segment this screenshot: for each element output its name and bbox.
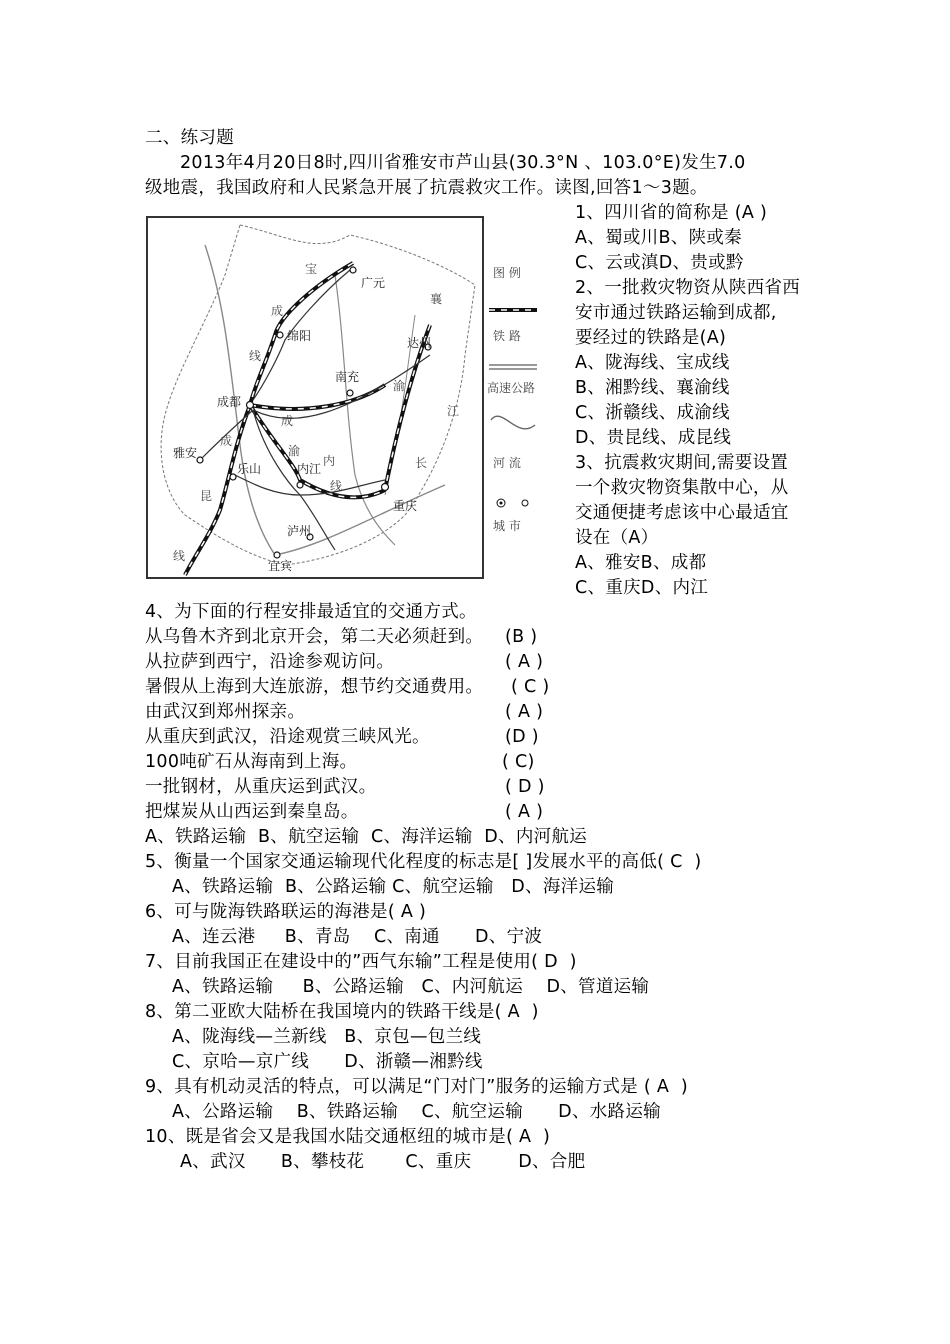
q7-question: 7、目前我国正在建设中的”西气东输”工程是使用( D ) [145, 952, 577, 972]
line-label: 内 [323, 454, 336, 468]
q4-item-answer: ( C ) [511, 677, 550, 697]
line-label: 成 [281, 414, 294, 428]
q5-options: A、铁路运输 B、公路运输 C、航空运输 D、海洋运输 [172, 877, 615, 897]
q7-options: A、铁路运输 B、公路运输 C、内河航运 D、管道运输 [172, 977, 650, 997]
q1-options-1: A、蜀或川B、陕或秦 [575, 228, 742, 248]
q3-line-1: 3、抗震救灾期间,需要设置 [575, 453, 789, 473]
q4-item-text: 暑假从上海到大连旅游，想节约交通费用。 [145, 677, 484, 697]
q4-item-text: 把煤炭从山西运到秦皇岛。 [145, 802, 359, 822]
intro-line-1: 2013年4月20日8时,四川省雅安市芦山县(30.3°N 、103.0°E)发生7.0 [180, 153, 746, 173]
legend-svg [487, 255, 557, 555]
q9-question: 9、具有机动灵活的特点，可以满足“门对门”服务的运输方式是 ( A ) [145, 1077, 688, 1097]
city-mianyang: 绵阳 [287, 329, 312, 343]
city-luzhou: 泸州 [287, 524, 312, 538]
q3-line-3: 交通便捷考虑该中心最适宜 [575, 503, 789, 523]
q10-question: 10、既是省会又是我国水陆交通枢纽的城市是( A ) [145, 1127, 551, 1147]
line-label: 线 [249, 349, 262, 363]
intro-line-2: 级地震，我国政府和人民紧急开展了抗震救灾工作。读图,回答1～3题。 [145, 178, 708, 198]
q9-options: A、公路运输 B、铁路运输 C、航空运输 D、水路运输 [172, 1102, 661, 1122]
q4-item-answer: ( A ) [505, 702, 544, 722]
line-label: 渝 [393, 379, 406, 393]
q4-item-answer: ( A ) [505, 652, 544, 672]
city-dazhou: 达州 [407, 336, 432, 350]
q2-line-2: 安市通过铁路运输到成都, [575, 303, 777, 323]
line-label: 线 [330, 479, 343, 493]
line-label: 宝 [305, 262, 318, 276]
q2-option-a: A、陇海线、宝成线 [575, 353, 730, 373]
q8-options-2: C、京哈—京广线 D、浙赣—湘黔线 [172, 1052, 483, 1072]
city-chengdu: 成都 [217, 395, 242, 409]
line-label: 昆 [200, 489, 213, 503]
q3-options-1: A、雅安B、成都 [575, 553, 707, 573]
legend-highway: 高速公路 [487, 381, 536, 395]
city-leshan: 乐山 [237, 462, 262, 476]
line-label: 江 [447, 404, 460, 418]
q4-item-answer: ( A ) [505, 802, 544, 822]
sichuan-transport-map [145, 215, 485, 580]
city-yibin: 宜宾 [268, 559, 293, 573]
q4-item-text: 100吨矿石从海南到上海。 [145, 752, 358, 772]
q1: 1、四川省的简称是 (A ) [575, 203, 768, 223]
q4-item-text: 从重庆到武汉，沿途观赏三峡风光。 [145, 727, 430, 747]
q10-options: A、武汉 B、攀枝花 C、重庆 D、合肥 [180, 1152, 586, 1172]
q4-item-answer: (D ) [505, 727, 539, 747]
legend-city: 城 市 [493, 519, 521, 533]
q3-line-2: 一个救灾物资集散中心，从 [575, 478, 789, 498]
q4-item-text: 一批钢材，从重庆运到武汉。 [145, 777, 377, 797]
q3-options-2: C、重庆D、内江 [575, 578, 709, 598]
legend-title: 图 例 [493, 266, 521, 280]
q2-option-b: B、湘黔线、襄渝线 [575, 378, 730, 398]
q4-item-answer: ( D ) [505, 777, 545, 797]
line-label: 成 [271, 304, 284, 318]
q5-question: 5、衡量一个国家交通运输现代化程度的标志是[ ]发展水平的高低( C ) [145, 852, 702, 872]
q6-options: A、连云港 B、青岛 C、南通 D、宁波 [172, 927, 543, 947]
city-neijiang: 内江 [297, 462, 322, 476]
q4-item-answer: ( C) [502, 752, 535, 772]
city-chongqing: 重庆 [393, 499, 418, 513]
q2-line-1: 2、一批救灾物资从陕西省西 [575, 278, 801, 298]
city-guangyuan: 广元 [361, 276, 386, 290]
line-label: 长 [415, 456, 428, 470]
line-label: 襄 [430, 292, 443, 306]
city-yaan: 雅安 [173, 446, 198, 460]
q3-line-4: 设在（A） [575, 528, 659, 548]
q2-option-c: C、浙赣线、成渝线 [575, 403, 730, 423]
q4-item-text: 从乌鲁木齐到北京开会，第二天必须赶到。 [145, 627, 484, 647]
q8-question: 8、第二亚欧大陆桥在我国境内的铁路干线是( A ) [145, 1002, 539, 1022]
q4-options: A、铁路运输 B、航空运输 C、海洋运输 D、内河航运 [145, 827, 588, 847]
legend-railway: 铁 路 [493, 329, 521, 343]
q2-option-d: D、贵昆线、成昆线 [575, 428, 732, 448]
q4-item-answer: (B ) [505, 627, 538, 647]
q4-title: 4、为下面的行程安排最适宜的交通方式。 [145, 602, 477, 622]
legend-river: 河 流 [493, 456, 521, 470]
map-legend [487, 255, 557, 555]
section-title: 二、练习题 [145, 128, 234, 148]
q4-item-text: 从拉萨到西宁，沿途参观访问。 [145, 652, 395, 672]
q2-line-3: 要经过的铁路是(A) [575, 328, 727, 348]
q1-options-2: C、云或滇D、贵或黔 [575, 253, 744, 273]
line-label: 渝 [288, 444, 301, 458]
q6-question: 6、可与陇海铁路联运的海港是( A ) [145, 902, 427, 922]
city-nanchong: 南充 [335, 370, 360, 384]
line-label: 成 [220, 434, 233, 448]
map-svg [145, 215, 485, 580]
q4-item-text: 由武汉到郑州探亲。 [145, 702, 306, 722]
q8-options-1: A、陇海线—兰新线 B、京包—包兰线 [172, 1027, 482, 1047]
line-label: 线 [173, 549, 186, 563]
